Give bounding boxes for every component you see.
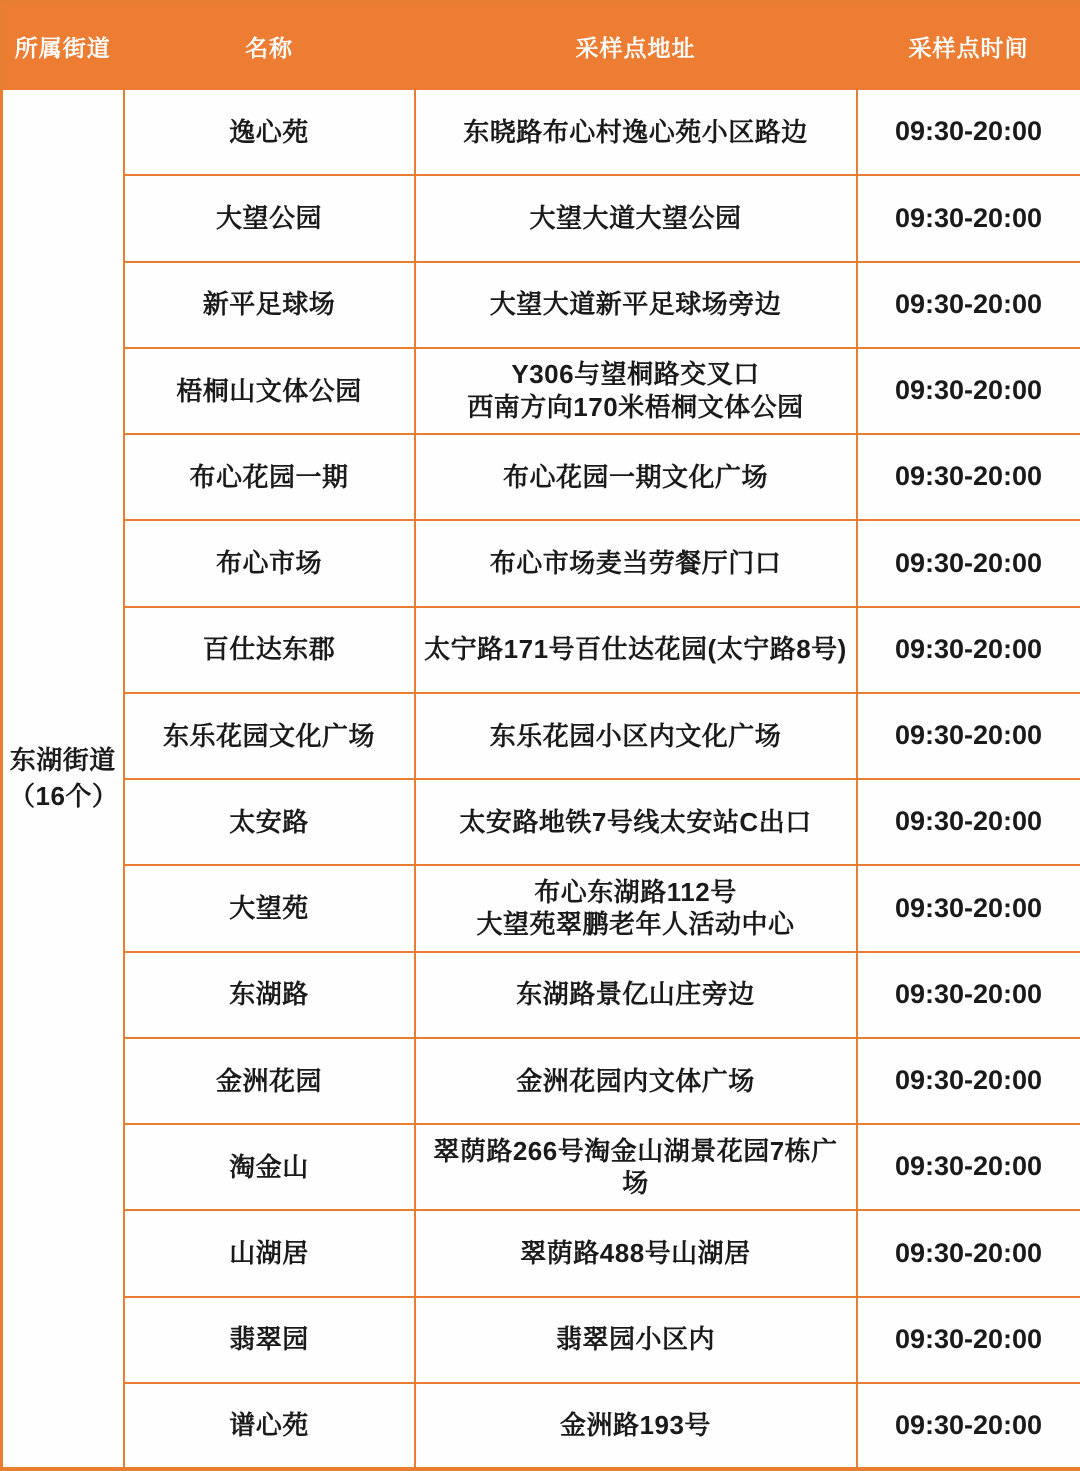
site-time-cell: 09:30-20:00 [857, 1383, 1080, 1469]
site-name-cell: 大望公园 [124, 175, 415, 261]
site-name-cell: 梧桐山文体公园 [124, 348, 415, 434]
address-line: 大望苑翠鹏老年人活动中心 [476, 909, 795, 940]
site-name-cell: 金洲花园 [124, 1038, 415, 1124]
table-row [2, 1210, 1080, 1296]
street-group-cell [2, 89, 124, 1469]
site-name-cell: 布心花园一期 [124, 434, 415, 520]
address-line: 东乐花园小区内文化广场 [489, 720, 782, 751]
address-line: 布心东湖路112号 [534, 876, 737, 907]
site-time-cell: 09:30-20:00 [857, 348, 1080, 434]
col-header-street: 所属街道 [2, 2, 124, 89]
site-time-cell: 09:30-20:00 [857, 175, 1080, 261]
table-body [2, 89, 1080, 1469]
table-row [2, 89, 1080, 175]
col-header-name: 名称 [124, 2, 415, 89]
site-time-cell: 09:30-20:00 [857, 1210, 1080, 1296]
site-name-cell: 淘金山 [124, 1124, 415, 1210]
table-row [2, 779, 1080, 865]
site-time-cell: 09:30-20:00 [857, 1124, 1080, 1210]
table-row [2, 693, 1080, 779]
site-address-cell [415, 348, 857, 434]
address-line: 太安路地铁7号线太安站C出口 [459, 806, 812, 837]
site-time-cell: 09:30-20:00 [857, 952, 1080, 1038]
site-address-cell [415, 1038, 857, 1124]
site-name-cell: 逸心苑 [124, 89, 415, 175]
site-time-cell: 09:30-20:00 [857, 262, 1080, 348]
site-name-cell: 谱心苑 [124, 1383, 415, 1469]
table-row [2, 348, 1080, 434]
site-time-cell: 09:30-20:00 [857, 607, 1080, 693]
site-time-cell: 09:30-20:00 [857, 434, 1080, 520]
site-name-cell: 大望苑 [124, 865, 415, 951]
address-line: 大望大道大望公园 [529, 203, 742, 234]
site-name-cell: 东乐花园文化广场 [124, 693, 415, 779]
col-header-address: 采样点地址 [415, 2, 857, 89]
table-row [2, 434, 1080, 520]
address-line: 翡翠园小区内 [555, 1324, 715, 1355]
address-line: 金洲路193号 [560, 1410, 711, 1441]
street-group-name: 东湖街道 [9, 745, 116, 776]
table-row [2, 1124, 1080, 1210]
table-row [2, 1297, 1080, 1383]
address-line: 大望大道新平足球场旁边 [489, 289, 782, 320]
site-address-cell [415, 520, 857, 606]
site-address-cell [415, 607, 857, 693]
site-time-cell: 09:30-20:00 [857, 693, 1080, 779]
site-address-cell [415, 865, 857, 951]
table-row [2, 520, 1080, 606]
site-name-cell: 百仕达东郡 [124, 607, 415, 693]
site-time-cell: 09:30-20:00 [857, 1038, 1080, 1124]
col-header-time: 采样点时间 [857, 2, 1080, 89]
address-line: Y306与望桐路交叉口 [511, 359, 760, 390]
table-row [2, 1383, 1080, 1469]
address-line: 翠荫路488号山湖居 [520, 1238, 751, 1269]
site-address-cell [415, 1124, 857, 1210]
site-name-cell: 布心市场 [124, 520, 415, 606]
site-address-cell [415, 89, 857, 175]
site-address-cell [415, 1383, 857, 1469]
table-row [2, 607, 1080, 693]
site-time-cell: 09:30-20:00 [857, 1297, 1080, 1383]
site-address-cell [415, 434, 857, 520]
site-address-cell [415, 175, 857, 261]
site-address-cell [415, 262, 857, 348]
table-header [2, 2, 1080, 89]
site-name-cell: 新平足球场 [124, 262, 415, 348]
site-address-cell [415, 779, 857, 865]
table-row [2, 175, 1080, 261]
address-line: 布心花园一期文化广场 [502, 461, 768, 492]
address-line: 太宁路171号百仕达花园(太宁路8号) [424, 634, 847, 665]
table-row [2, 865, 1080, 951]
table-row [2, 262, 1080, 348]
address-line: 布心市场麦当劳餐厅门口 [489, 548, 782, 579]
site-name-cell: 太安路 [124, 779, 415, 865]
table-row [2, 1038, 1080, 1124]
address-line: 东湖路景亿山庄旁边 [516, 979, 755, 1010]
site-time-cell: 09:30-20:00 [857, 520, 1080, 606]
site-address-cell [415, 1297, 857, 1383]
address-line: 翠荫路266号淘金山湖景花园7栋广场 [433, 1135, 838, 1199]
address-line: 西南方向170米梧桐文体公园 [467, 391, 804, 422]
site-address-cell [415, 1210, 857, 1296]
site-name-cell: 山湖居 [124, 1210, 415, 1296]
site-time-cell: 09:30-20:00 [857, 865, 1080, 951]
site-address-cell [415, 693, 857, 779]
header-row [2, 2, 1080, 89]
street-group-count: （16个） [9, 780, 119, 811]
site-address-cell [415, 952, 857, 1038]
site-time-cell: 09:30-20:00 [857, 779, 1080, 865]
site-name-cell: 翡翠园 [124, 1297, 415, 1383]
address-line: 金洲花园内文体广场 [516, 1065, 755, 1096]
address-line: 东晓路布心村逸心苑小区路边 [463, 116, 808, 147]
table-row [2, 952, 1080, 1038]
site-time-cell: 09:30-20:00 [857, 89, 1080, 175]
site-name-cell: 东湖路 [124, 952, 415, 1038]
